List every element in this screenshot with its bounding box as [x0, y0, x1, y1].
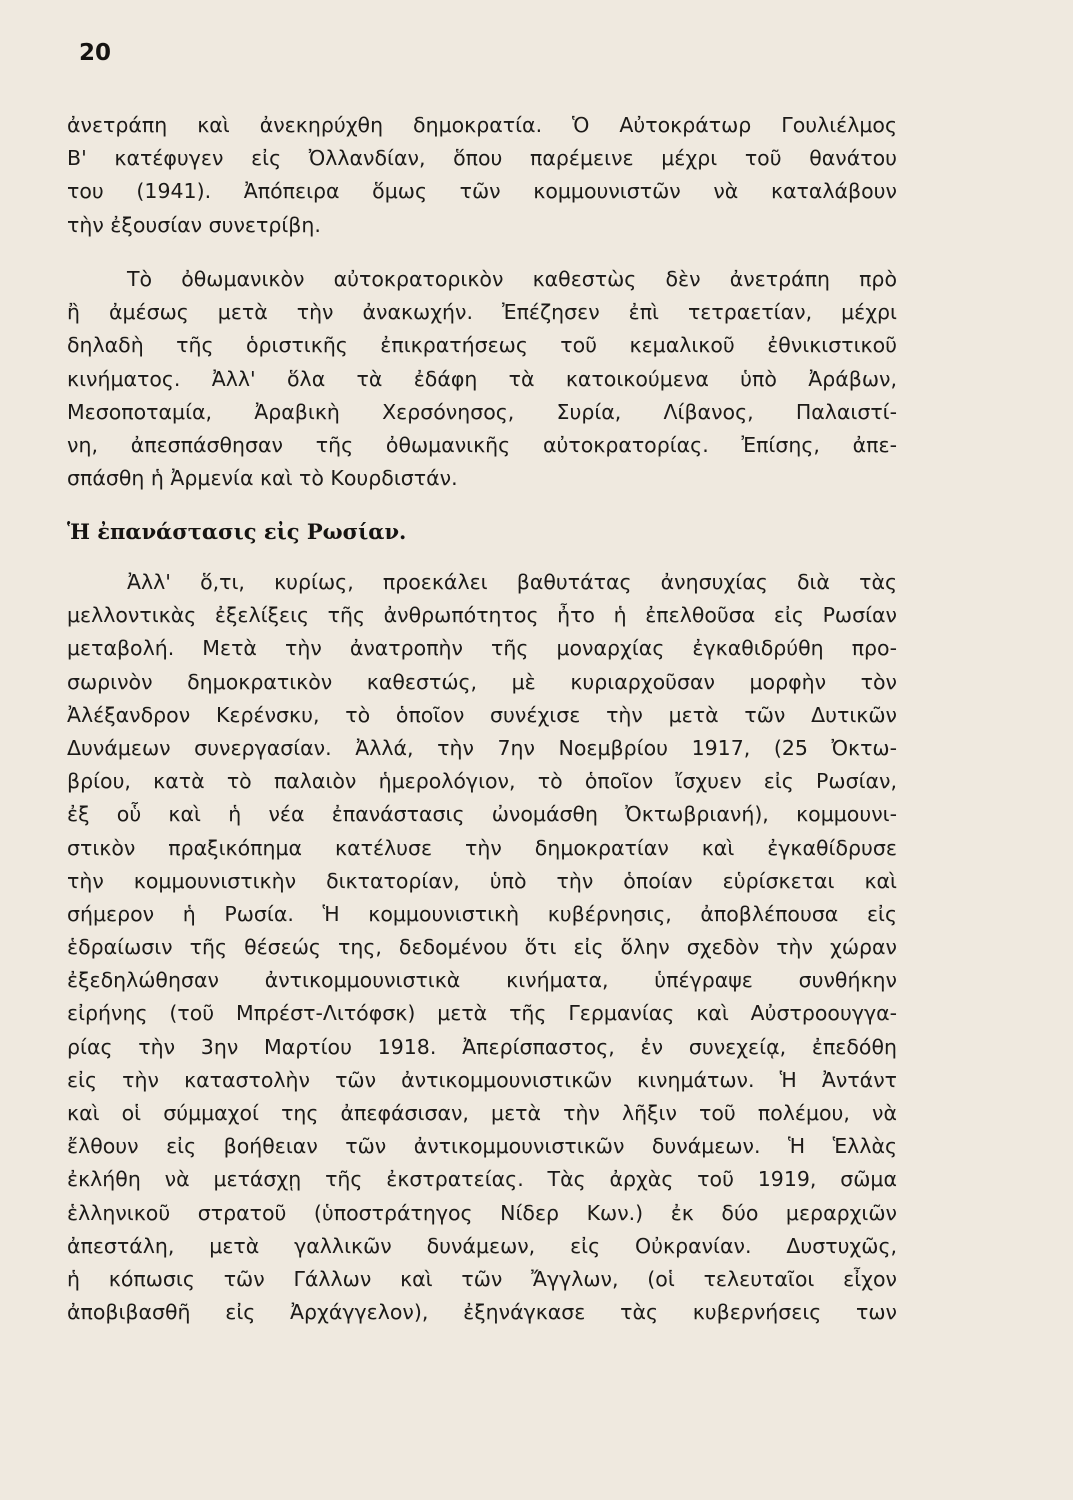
text-line: σωρινὸν δημοκρατικὸν καθεστώς, μὲ κυριαρχοῦσαν μορφὴν τὸν	[67, 669, 897, 694]
text-line: ἐκλήθη νὰ μετάσχῃ τῆς ἐκστρατείας. Τὰς ἀρχὰς τοῦ 1919, σῶμα	[67, 1167, 897, 1192]
text-line: ἐξεδηλώθησαν ἀντικομμουνιστικὰ κινήματα, ὑπέγραψε συνθήκην	[67, 968, 897, 993]
text-line: στικὸν πραξικόπημα κατέλυσε τὴν δημοκρατίαν καὶ ἐγκαθίδρυσε	[67, 835, 897, 860]
section-heading: Ἡ ἐπανάστασις εἰς Ρωσίαν.	[67, 519, 407, 544]
text-line: ἔλθουν εἰς βοήθειαν τῶν ἀντικομμουνιστικῶν δυνάμεων. Ἡ Ἑλλὰς	[67, 1134, 897, 1159]
text-line: ἀνετράπη καὶ ἀνεκηρύχθη δημοκρατία. Ὁ Αὐτοκράτωρ Γουλιέλμος	[67, 113, 897, 137]
text-line: Μεσοποταμία, Ἀραβικὴ Χερσόνησος, Συρία, Λίβανος, Παλαιστί-	[67, 399, 897, 424]
text-line: ἀποβιβασθῆ εἰς Ἀρχάγγελον), ἐξηνάγκασε τὰς κυβερνήσεις των	[67, 1300, 897, 1325]
text-line: μελλοντικὰς ἐξελίξεις τῆς ἀνθρωπότητος ἦτο ἡ ἐπελθοῦσα εἰς Ρωσίαν	[67, 603, 897, 628]
text-line: εἰρήνης (τοῦ Μπρέστ-Λιτόφσκ) μετὰ τῆς Γερμανίας καὶ Αὐστροουγγα-	[67, 1001, 897, 1026]
text-line: μεταβολή. Μετὰ τὴν ἀνατροπὴν τῆς μοναρχίας ἐγκαθιδρύθη προ-	[67, 636, 897, 661]
text-line: Ἀλλ' ὅ,τι, κυρίως, προεκάλει βαθυτάτας ἀνησυχίας διὰ τὰς	[127, 570, 897, 594]
text-line: ἡ κόπωσις τῶν Γάλλων καὶ τῶν Ἄγγλων, (οἱ τελευταῖοι εἶχον	[67, 1266, 897, 1291]
text-line: ἑδραίωσιν τῆς θέσεώς της, δεδομένου ὅτι εἰς ὅλην σχεδὸν τὴν χώραν	[67, 935, 897, 960]
paragraph-1	[67, 109, 897, 242]
text-line: Δυνάμεων συνεργασίαν. Ἀλλά, τὴν 7ην Νοεμβρίου 1917, (25 Ὀκτω-	[67, 735, 897, 760]
text-line: τὴν ἐξουσίαν συνετρίβη.	[67, 212, 321, 237]
text-line: ἐξ οὗ καὶ ἡ νέα ἐπανάστασις ὠνομάσθη Ὀκτωβριανή), κομμουνι-	[67, 802, 897, 827]
paragraph-3	[67, 566, 897, 1329]
text-line: τὴν κομμουνιστικὴν δικτατορίαν, ὑπὸ τὴν ὁποίαν εὑρίσκεται καὶ	[67, 868, 897, 893]
text-line: ἑλληνικοῦ στρατοῦ (ὑποστράτηγος Νίδερ Κων.) ἐκ δύο μεραρχιῶν	[67, 1200, 897, 1225]
text-line: Τὸ ὀθωμανικὸν αὐτοκρατορικὸν καθεστὼς δὲν ἀνετράπη πρὸ	[127, 267, 897, 291]
text-line: βρίου, κατὰ τὸ παλαιὸν ἡμερολόγιον, τὸ ὁποῖον ἴσχυεν εἰς Ρωσίαν,	[67, 769, 897, 794]
text-line: κινήματος. Ἀλλ' ὅλα τὰ ἐδάφη τὰ κατοικούμενα ὑπὸ Ἀράβων,	[67, 366, 897, 391]
text-line: σπάσθη ἡ Ἀρμενία καὶ τὸ Κουρδιστάν.	[67, 466, 458, 491]
text-line: Β' κατέφυγεν εἰς Ὀλλανδίαν, ὅπου παρέμεινε μέχρι τοῦ θανάτου	[67, 146, 897, 171]
paragraph-2	[67, 263, 897, 495]
text-line: Ἀλέξανδρον Κερένσκυ, τὸ ὁποῖον συνέχισε τὴν μετὰ τῶν Δυτικῶν	[67, 702, 897, 727]
text-line: ἢ ἀμέσως μετὰ τὴν ἀνακωχήν. Ἐπέζησεν ἐπὶ τετραετίαν, μέχρι	[67, 300, 897, 325]
text-line: καὶ οἱ σύμμαχοί της ἀπεφάσισαν, μετὰ τὴν λῆξιν τοῦ πολέμου, νὰ	[67, 1101, 897, 1125]
text-line: εἰς τὴν καταστολὴν τῶν ἀντικομμουνιστικῶν κινημάτων. Ἡ Ἀντάντ	[67, 1067, 897, 1092]
text-line: σήμερον ἡ Ρωσία. Ἡ κομμουνιστικὴ κυβέρνησις, ἀποβλέπουσα εἰς	[67, 901, 897, 926]
text-line: ρίας τὴν 3ην Μαρτίου 1918. Ἀπερίσπαστος, ἐν συνεχείᾳ, ἐπεδόθη	[67, 1034, 897, 1059]
text-line: του (1941). Ἀπόπειρα ὅμως τῶν κομμουνιστῶν νὰ καταλάβουν	[67, 179, 897, 204]
text-line: δηλαδὴ τῆς ὁριστικῆς ἐπικρατήσεως τοῦ κεμαλικοῦ ἐθνικιστικοῦ	[67, 333, 897, 358]
text-line: νη, ἀπεσπάσθησαν τῆς ὀθωμανικῆς αὐτοκρατορίας. Ἐπίσης, ἀπε-	[67, 432, 897, 457]
text-line: ἀπεστάλη, μετὰ γαλλικῶν δυνάμεων, εἰς Οὐκρανίαν. Δυστυχῶς,	[67, 1233, 897, 1258]
page-number: 20	[79, 40, 112, 66]
